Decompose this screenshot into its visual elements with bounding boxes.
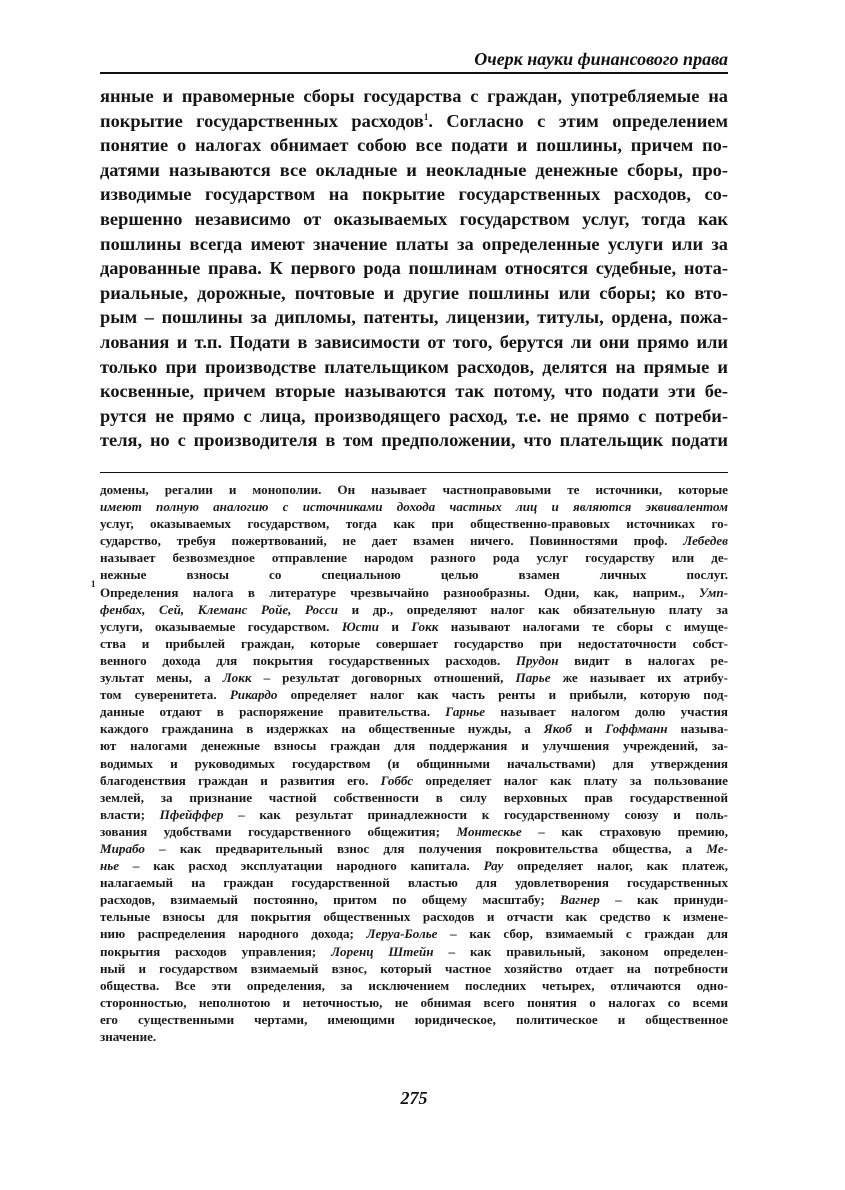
main-text-line — [100, 330, 728, 355]
footnote-segment: благоденствия граждан и развития его. — [100, 772, 381, 788]
footnote-1-line — [100, 635, 728, 652]
footnote-reference[interactable]: 1 — [423, 111, 429, 122]
main-text-segment: лования и т.п. Подати в зависимости от того, берутся ли они прямо или — [100, 331, 728, 352]
main-text — [100, 84, 728, 453]
footnotes — [91, 481, 729, 1045]
main-text-segment: пошлины всегда имеют значение платы за определенные услуги или за — [100, 233, 728, 254]
footnote-segment: зования удобствами государственного общежития; — [100, 823, 457, 839]
footnote-line — [100, 481, 728, 498]
footnote-segment: сторонностью, неполнотою и неточностью, не обнимая всего понятия о налогах со всеми — [100, 994, 728, 1010]
footnote-author-name: фенбах, Сей, Клеманс Ройе, Росси — [100, 601, 339, 617]
footnote-segment: венного дохода для покрытия государственных расходов. — [100, 652, 516, 668]
header-rule — [100, 72, 728, 74]
footnote-1-line — [100, 601, 728, 618]
footnote-author-name: Гокк — [411, 618, 439, 634]
footnote-segment: ства и прибылей граждан, которые совершает государство при недостаточности собст- — [100, 635, 728, 651]
main-text-segment: теля, но с производителя в том предположении, что плательщик подати — [100, 430, 728, 451]
footnote-segment: домены, регалии и монополии. Он называет частноправовыми те источники, которые — [100, 482, 728, 497]
footnote-segment: – как предварительный взнос для получения покровительства общества, а — [144, 840, 707, 856]
main-text-line — [100, 428, 728, 453]
footnote-1-line — [100, 857, 728, 874]
footnote-segment: нию распределения народного дохода; — [100, 926, 367, 942]
footnote-1-line — [100, 977, 728, 994]
footnote-segment: расходов, взимаемый постоянно, притом по общему масштабу; — [100, 892, 561, 908]
footnote-author-name: Мирабо — [100, 840, 145, 856]
footnote-segment: значение. — [100, 1029, 157, 1044]
main-text-segment: покрытие государственных расходов — [100, 110, 424, 131]
footnote-segment: тельные взносы для покрытия общественных расходов и отчасти как средство к измене- — [100, 909, 728, 925]
footnote-author-name: Гоббс — [380, 772, 414, 788]
footnote-author-name: Вагнер — [560, 892, 600, 908]
footnote-segment: землей, за признание частной собственности в силу верховных прав государственной — [100, 789, 728, 805]
footnote-author-name: Якоб — [543, 721, 572, 737]
main-text-line — [100, 207, 728, 232]
footnote-author-name: Гарнье — [445, 704, 486, 720]
footnote-segment: его существенными чертами, имеющими юридическое, политическое и общественное — [100, 1011, 728, 1027]
footnote-segment: и — [378, 618, 412, 634]
main-text-line — [100, 404, 728, 429]
footnote-segment: – как принуди- — [599, 892, 728, 908]
main-text-line — [100, 281, 728, 306]
footnote-segment: называет безвозмездное отправление народом разного рода услуг государству или де- — [100, 550, 728, 566]
footnote-1-line — [100, 1028, 728, 1045]
main-text-segment: рым – пошлины за дипломы, патенты, лицензии, титулы, ордена, пожа- — [100, 307, 728, 328]
footnote-line — [100, 498, 728, 515]
main-text-segment: риальные, дорожные, почтовые и другие пошлины или сборы; ко вто- — [100, 282, 728, 303]
main-text-segment: косвенные, причем вторые называются так потому, что подати эти бе- — [100, 381, 728, 402]
footnote-1-line — [100, 874, 728, 891]
footnote-segment: ют налогами денежные взносы граждан для поддержания и улучшения учреждений, за- — [100, 738, 728, 754]
footnote-author-name: Леруа-Болье — [366, 926, 438, 942]
footnote-segment: Определения налога в литературе чрезвычайно разнообразны. Одни, как, наприм., — [100, 584, 699, 600]
footnote-segment: данные отдают в распоряжение правительства. — [100, 704, 446, 720]
main-text-segment: . Согласно с этим определением — [428, 110, 728, 131]
footnote-1-line — [100, 669, 728, 686]
footnote-author-name: Локк — [222, 670, 252, 686]
footnote-segment: налагаемый на граждан государственной властью для удовлетворения государственных — [100, 875, 728, 891]
footnote-1-line — [100, 772, 728, 789]
footnote-1-line — [100, 943, 728, 960]
footnote-segment: – как результат принадлежности к государственному союзу и поль- — [223, 806, 729, 822]
footnote-segment: определяет налог как плату за пользование — [413, 772, 728, 788]
main-text-segment: вершенно независимо от оказываемых государством услуг, тогда как — [100, 208, 728, 229]
footnote-1-line — [100, 652, 728, 669]
footnote-segment: определяет налог, как платеж, — [503, 858, 728, 874]
footnote-1-line — [100, 925, 728, 942]
footnote-line — [100, 532, 728, 549]
footnote-segment: и — [571, 721, 606, 737]
footnote-line — [100, 515, 728, 532]
footnote-segment: власти; — [100, 806, 160, 822]
footnote-1-line — [100, 737, 728, 754]
main-text-line — [100, 305, 728, 330]
footnote-author-name: Умп- — [698, 584, 728, 600]
main-text-line — [100, 109, 728, 134]
footnote-segment: называют налогами те сборы с имуще- — [438, 618, 729, 634]
footnote-segment: том суверенитета. — [100, 687, 230, 703]
footnote-segment: зультат мены, а — [100, 670, 223, 686]
main-text-segment: янные и правомерные сборы государства с граждан, употребляемые на — [100, 86, 728, 106]
footnote-segment: определяет налог как часть ренты и прибыли, которую под- — [277, 687, 729, 703]
footnote-segment: каждого гражданина в издержках на общественные нужды, а — [100, 721, 544, 737]
footnote-segment: называ- — [667, 721, 728, 737]
footnote-author-name: Монтескье — [456, 823, 522, 839]
footnote-author-name: Прудон — [515, 652, 559, 668]
footnote-segment: покрытия расходов управления; — [100, 943, 332, 959]
footnote-1-line — [100, 891, 728, 908]
footnote-line — [100, 549, 728, 566]
footnote-segment: нежные взносы со специальною целью взамен личных послуг. — [100, 567, 728, 583]
main-text-line — [100, 379, 728, 404]
footnote-1-line — [100, 720, 728, 737]
main-text-segment: только при производстве плательщиком расходов, делятся на прямые и — [100, 356, 728, 377]
footnote-segment: – как сбор, взимаемый с граждан для — [437, 926, 729, 942]
footnote-1-line — [100, 686, 728, 703]
main-text-line — [100, 355, 728, 380]
footnote-segment: видит в налогах ре- — [558, 652, 728, 668]
footnote-1-line — [100, 960, 728, 977]
footnote-1-line — [100, 1011, 728, 1028]
footnote-author-name: Рикардо — [229, 687, 278, 703]
footnote-segment: – как правильный, законом определен- — [433, 943, 728, 959]
main-text-segment: рутся не прямо с лица, производящего расход, т.е. не прямо с потреби- — [100, 405, 728, 426]
footnote-author-name: Пфейффер — [159, 806, 224, 822]
footnote-author-name: Парье — [515, 670, 551, 686]
footnote-rule — [100, 472, 728, 473]
footnote-1-line — [100, 840, 728, 857]
footnote-author-name: нье — [100, 858, 120, 874]
footnote-1-line — [100, 789, 728, 806]
footnote-segment: называет налогом долю участия — [485, 704, 728, 720]
footnote-segment: – результат договорных отношений, — [251, 670, 516, 686]
footnote-segment: общества. Все эти определения, за исключением последних четырех, отличаются одно- — [100, 977, 728, 993]
footnote-author-name: Юсти — [341, 618, 379, 634]
footnote-1-line — [100, 755, 728, 772]
footnote-segment: – как страховую премию, — [521, 823, 728, 839]
footnote-1-line: 1 Определения налога в литературе чрезвычайно разнообразны. Одни, как, наприм., Умп- — [91, 578, 728, 600]
footnote-author-name: Гоффманн — [605, 721, 668, 737]
footnote-segment: водимых и руководимых государством (и общинными начальствами) для утверждения — [100, 755, 728, 771]
main-text-segment: изводимые государством на покрытие государственных расходов, со- — [100, 184, 728, 205]
footnote-1-line — [100, 618, 728, 635]
footnote-1-line — [100, 806, 728, 823]
footnote-segment: – как расход эксплуатации народного капитала. — [119, 858, 484, 874]
footnote-1-line — [100, 908, 728, 925]
footnote-segment: же называет их атрибу- — [550, 670, 728, 686]
footnote-segment: и др., определяют налог как обязательную плату за — [338, 601, 728, 617]
footnote-segment: услуги, оказываемые государством. — [100, 618, 342, 634]
main-text-line — [100, 133, 728, 158]
page-number: 275 — [400, 1088, 428, 1108]
footnote-author-name: Лоренц Штейн — [331, 943, 434, 959]
footnote-1-line — [100, 823, 728, 840]
main-text-line — [100, 182, 728, 207]
footnote-author-name: Рау — [483, 858, 504, 874]
footnote-author-name: Ме- — [706, 840, 728, 856]
footnote-line — [100, 566, 728, 583]
main-text-line — [100, 84, 728, 109]
main-text-line — [100, 256, 728, 281]
footnote-name: Лебедев — [683, 533, 728, 549]
footnote-1-line — [100, 994, 728, 1011]
main-text-segment: понятие о налогах обнимает собою все подати и пошлины, причем по- — [100, 135, 728, 156]
footnote-segment: ный и государством взимаемый взнос, который частное хозяйство отдает на потребности — [100, 960, 728, 976]
main-text-segment: дарованные права. К первого рода пошлинам относятся судебные, нота- — [100, 258, 728, 279]
footnote-segment: имеют полную аналогию с источниками дохода частных лиц и являются эквивалентом — [100, 499, 728, 515]
main-text-line — [100, 232, 728, 257]
main-text-line — [100, 158, 728, 183]
running-head: Очерк науки финансового права — [474, 49, 728, 69]
footnote-segment: услуг, оказываемых государством, тогда как при общественно-правовых источниках го- — [100, 516, 728, 532]
footnote-segment: сударство, требуя пожертвований, не дает взамен ничего. Повинностями проф. — [100, 533, 668, 549]
main-text-segment: датями называются все окладные и неокладные денежные сборы, про- — [100, 159, 728, 180]
footnote-1-line — [100, 703, 728, 720]
